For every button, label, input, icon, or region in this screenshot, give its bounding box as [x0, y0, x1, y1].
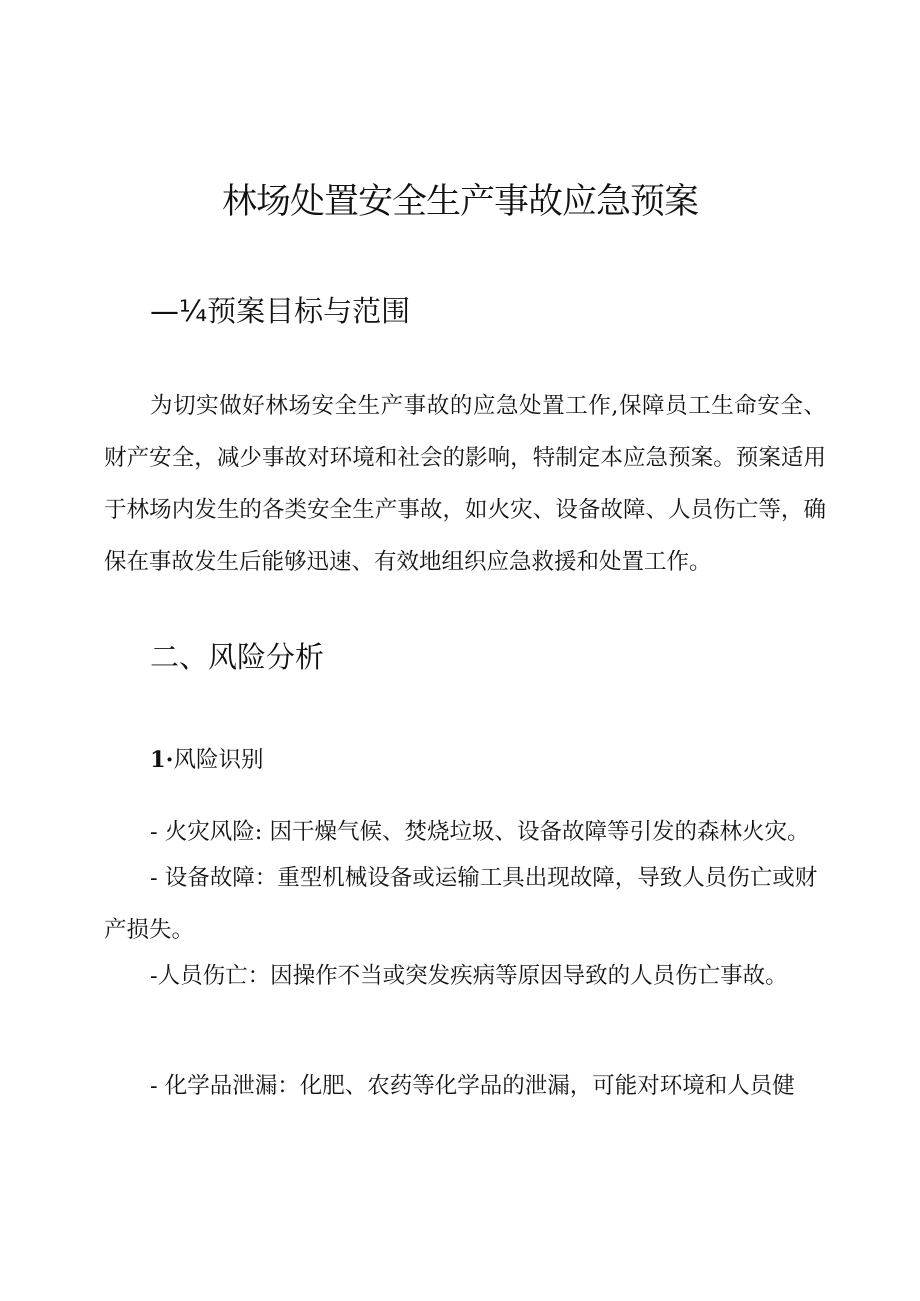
document-title: 林场处置安全生产事故应急预案: [221, 182, 698, 222]
section-heading-risk-analysis: 二、风险分析: [150, 640, 325, 674]
subheading-risk-identification: [150, 740, 264, 780]
risk-item-fire: - 火灾风险: 因干燥气候、焚烧垃圾、设备故障等引发的森林火灾。: [150, 819, 810, 845]
risk-item-casualties: -人员伤亡：因操作不当或突发疾病等原因导致的人员伤亡事故。: [150, 963, 788, 989]
section-heading-goals-scope: —¼预案目标与范围: [150, 294, 411, 328]
subheading-text: 风险识别: [173, 747, 264, 773]
section-paragraph-goals-scope: 为切实做好林场安全生产事故的应急处置工作,保障员工生命安全、财产安全，减少事故对环境和社会的影响，特制定本应急预案。预案适用于林场内发生的各类安全生产事故，如火灾、设备故障、人员伤亡等，确保在事故发生后能够迅速、有效地组织应急救援和处置工作。: [104, 393, 826, 575]
subheading-number: 1·: [150, 747, 174, 773]
risk-item-equipment-failure: - 设备故障：重型机械设备或运输工具出现故障，导致人员伤亡或财产损失。: [104, 865, 818, 943]
risk-item-chemical-leak: - 化学品泄漏：化肥、农药等化学品的泄漏，可能对环境和人员健: [150, 1073, 795, 1099]
